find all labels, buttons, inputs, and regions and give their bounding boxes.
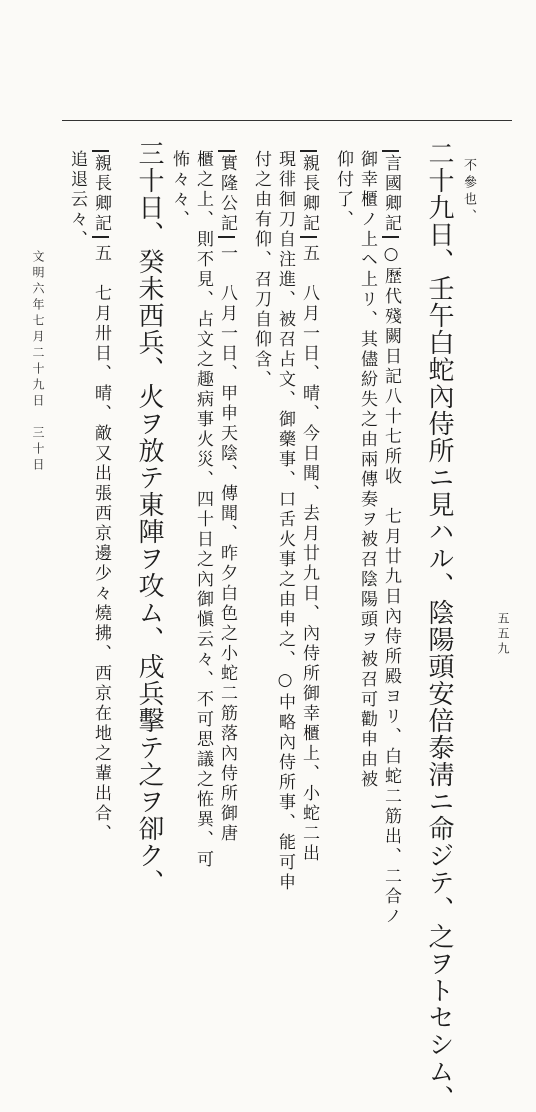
- column-text: 怖々々、: [169, 150, 189, 230]
- source-title: 親長卿記: [300, 150, 317, 238]
- column-text: 一 八月一日、甲申天陰、傳聞、昨夕白色之小蛇二筋落內侍所御唐: [217, 244, 237, 844]
- source-title: 實隆公記: [218, 150, 235, 238]
- column-text: 五 八月一日、晴、今日聞、去月廿九日、內侍所御幸櫃上、小蛇二出: [299, 244, 319, 864]
- column-text: 二十九日、壬午白蛇內侍所ニ見ハル、陰陽頭安倍泰淸ニ命ジテ、之ヲトセシム、: [424, 140, 454, 1112]
- text-column: [382, 150, 399, 927]
- running-head: 文明六年七月二十九日 三十日: [31, 250, 45, 474]
- text-column: [136, 140, 162, 896]
- column-text: 追退云々、: [67, 150, 87, 250]
- text-column: [252, 150, 269, 390]
- text-column: [92, 150, 109, 844]
- text-column: [426, 140, 452, 1112]
- column-text: 付之由有仰、召刀自仰含、: [251, 150, 271, 390]
- text-column: [358, 150, 375, 790]
- column-text: 御幸櫃ノ上ヘ上リ、其儘紛失之由兩傳奏ヲ被召陰陽頭ヲ被召可勸申由被: [357, 150, 377, 790]
- column-text: ○歷代殘闕日記八十七所收 七月廿九日內侍所殿ヨリ、白蛇二筋出、二合ノ: [381, 244, 401, 927]
- text-column: [276, 150, 293, 893]
- text-column: [462, 158, 475, 226]
- column-text: 仰付了、: [333, 150, 353, 230]
- column-text: 現徘徊刀自注進、被召占文、御藥事、口舌火事之由申之、○中略內侍所事、能可申: [275, 150, 295, 893]
- source-title: 親長卿記: [92, 150, 109, 238]
- column-text: 三十日、癸未西兵、火ヲ放テ東陣ヲ攻ム、戌兵擊テ之ヲ卻ク、: [134, 140, 164, 896]
- page-number: 五五九: [496, 612, 510, 657]
- column-text: 五 七月卅日、晴、敵又出張西京邊少々燒拂、西京在地之輩出合、: [91, 244, 111, 844]
- text-column: [218, 150, 235, 844]
- column-text: 櫃之上、則不見、占文之趣病事火災、四十日之內御愼云々、不可思議之恠異、可: [193, 150, 213, 870]
- text-column: [194, 150, 211, 870]
- column-text: 不參也、: [461, 158, 476, 226]
- header-rule: [62, 120, 512, 121]
- text-column: [68, 150, 85, 250]
- source-title: 言國卿記: [382, 150, 399, 238]
- text-column: [300, 150, 317, 864]
- text-column: [334, 150, 351, 230]
- text-column: [170, 150, 187, 230]
